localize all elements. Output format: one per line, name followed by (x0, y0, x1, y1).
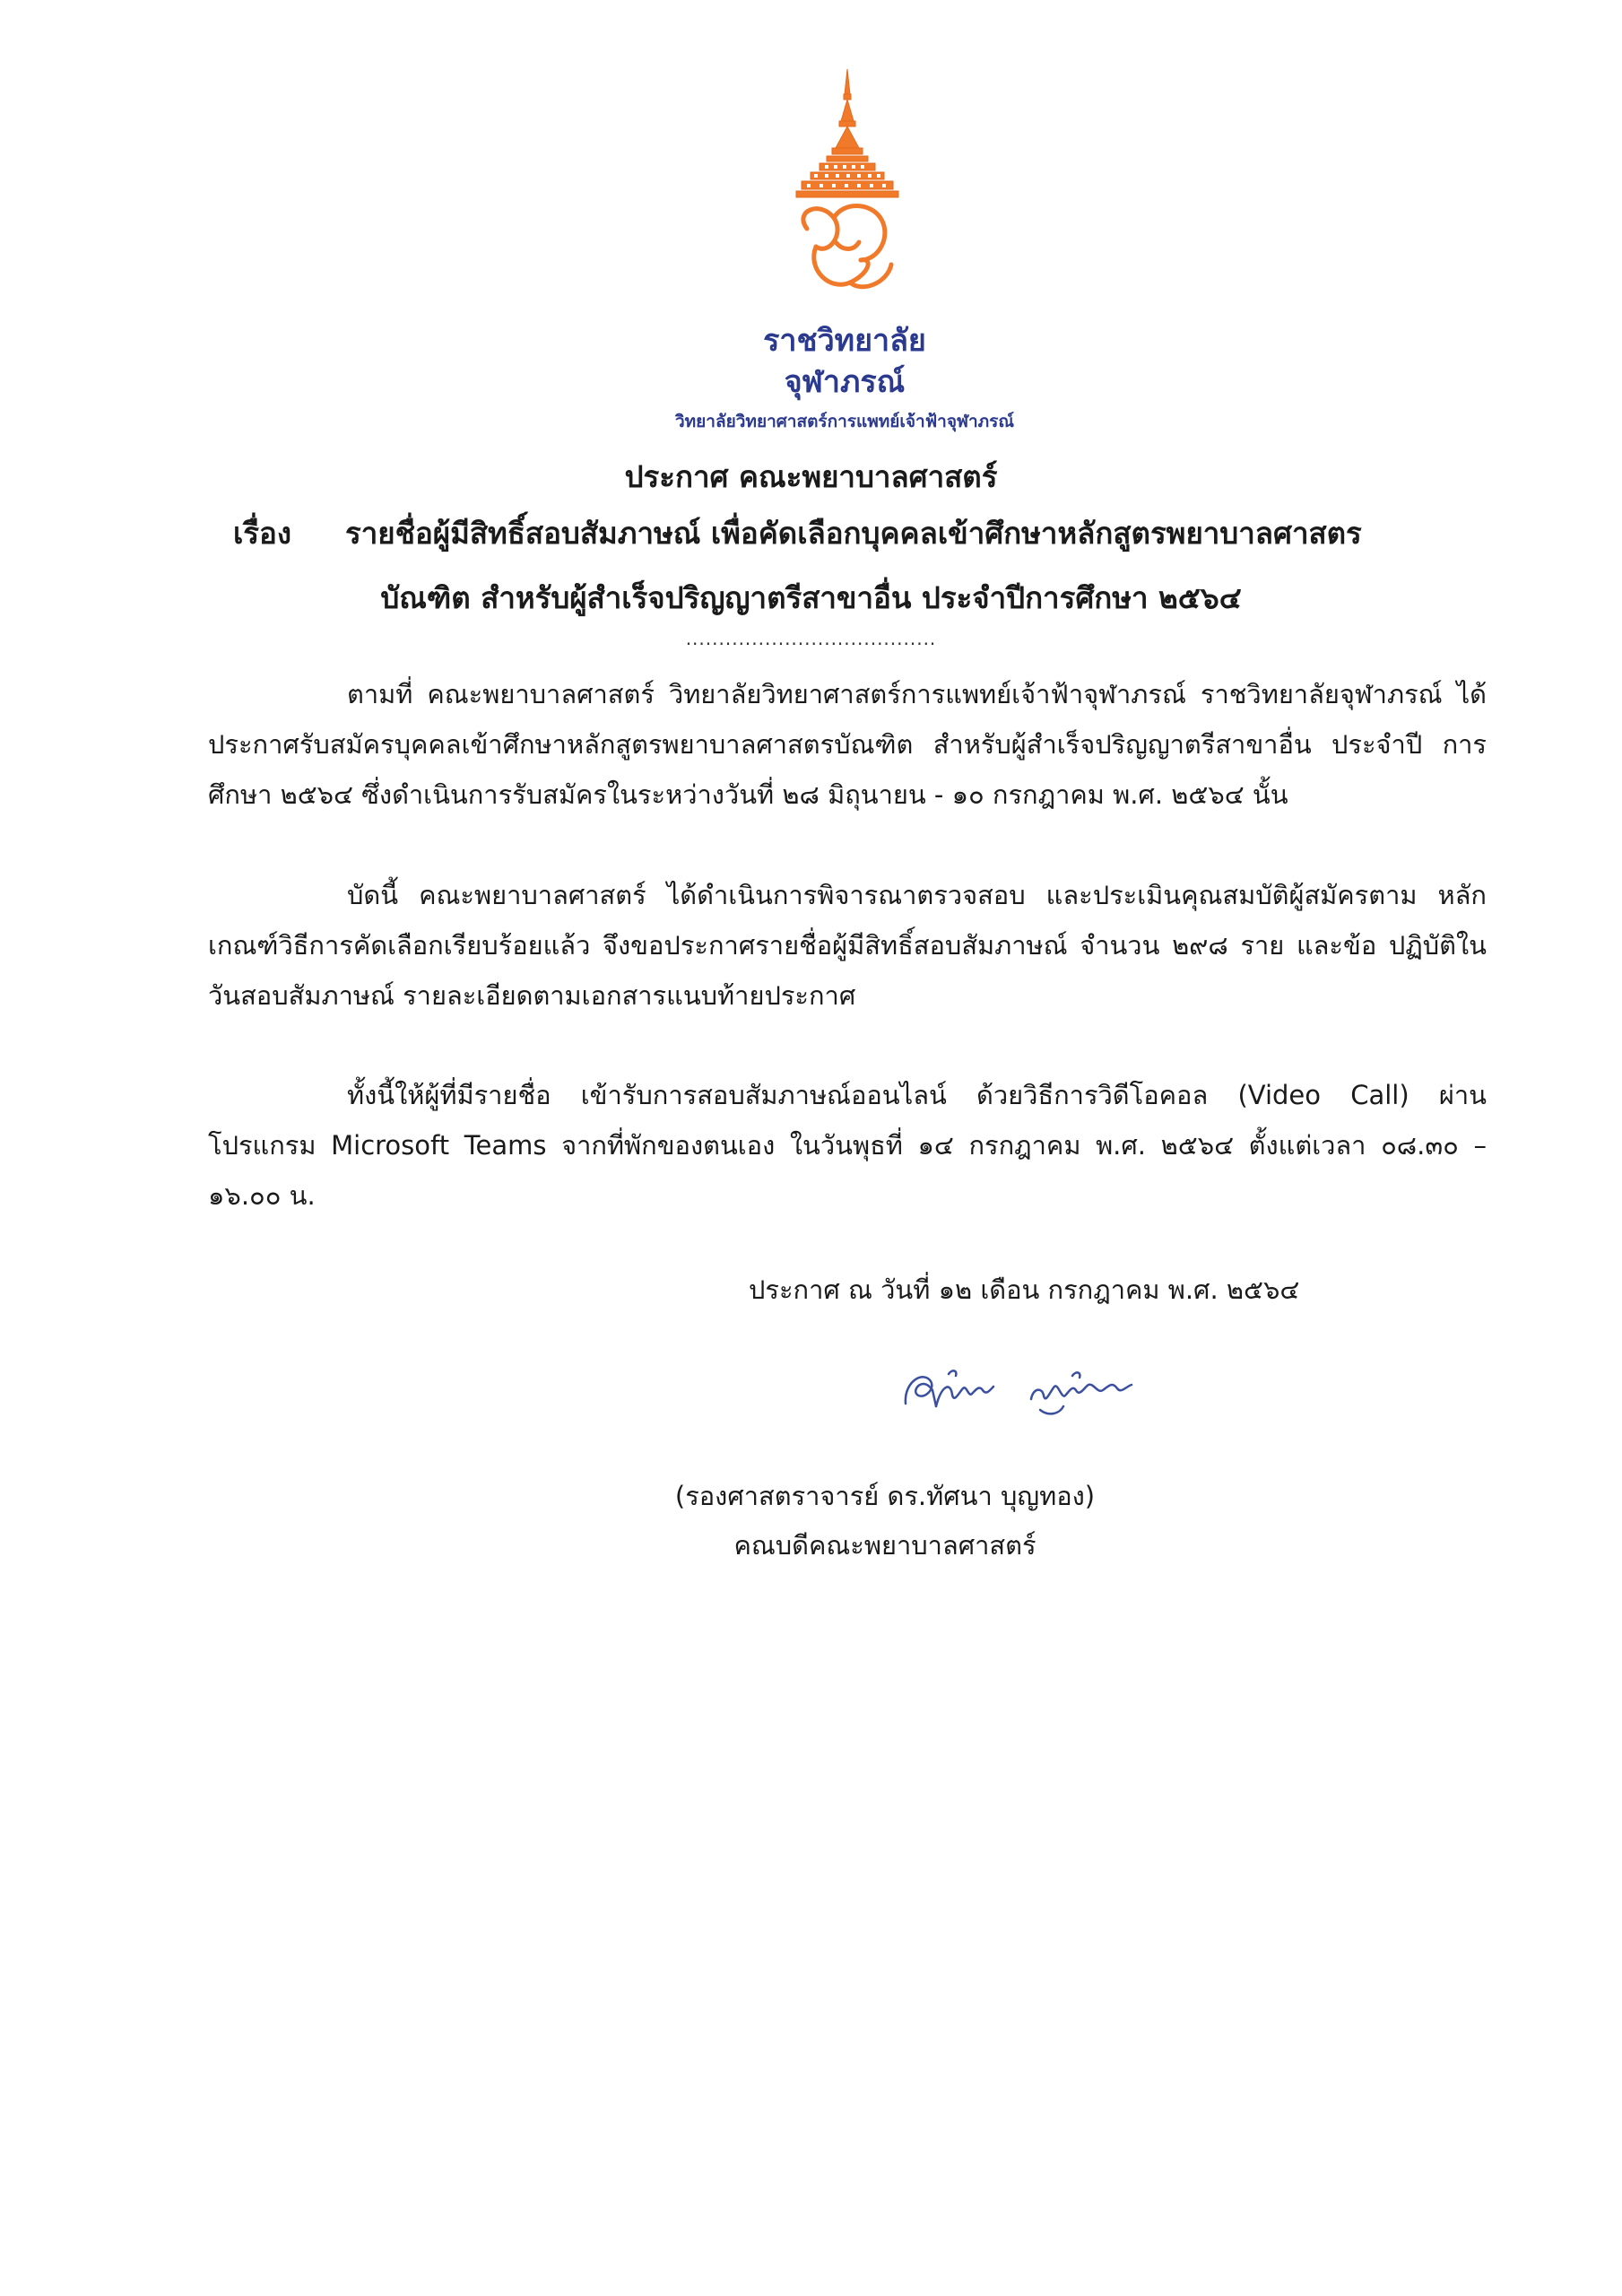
paragraph-1 (208, 669, 1487, 820)
logo-name-line2: จุฬาภรณ์ (784, 364, 906, 400)
logo-name-line1: ราชวิทยาลัย (763, 323, 926, 359)
announcement-heading: ประกาศ คณะพยาบาลศาสตร์ (624, 459, 998, 494)
college-emblem-icon (780, 67, 915, 336)
separator: ...................................... (685, 628, 937, 649)
handwritten-signature-icon (897, 1354, 1148, 1426)
announcement-date: ประกาศ ณ วันที่ ๑๒ เดือน กรกฎาคม พ.ศ. ๒๕๖๔ (749, 1274, 1300, 1305)
subject-line2: บัณฑิต สำหรับผู้สำเร็จปริญญาตรีสาขาอื่น ประจำปีการศึกษา ๒๕๖๔ (380, 580, 1242, 615)
subject-line1: รายชื่อผู้มีสิทธิ์สอบสัมภาษณ์ เพื่อคัดเลือกบุคคลเข้าศึกษาหลักสูตรพยาบาลศาสตร (345, 516, 1362, 551)
paragraph-2-text: บัดนี้ คณะพยาบาลศาสตร์ ได้ดำเนินการพิจารณาตรวจสอบ และประเมินคุณสมบัติผู้สมัครตาม หลักเกณฑ์วิธีการคัดเลือกเรียบร้อยแล้ว จึงขอประกาศรายชื่อผู้มีสิทธิ์สอบสัมภาษณ์ จำนวน ๒๙๘ ราย และข้อ ปฏิบัติในวันสอบสัมภาษณ์ รายละเอียดตามเอกสารแนบท้ายประกาศ (208, 880, 1487, 1011)
subject-label: เรื่อง (233, 516, 291, 551)
signer-title: คณบดีคณะพยาบาลศาสตร์ (733, 1530, 1037, 1561)
logo-subtitle: วิทยาลัยวิทยาศาสตร์การแพทย์เจ้าฟ้าจุฬาภรณ์ (674, 412, 1014, 431)
paragraph-1-text: ตามที่ คณะพยาบาลศาสตร์ วิทยาลัยวิทยาศาสตร์การแพทย์เจ้าฟ้าจุฬาภรณ์ ราชวิทยาลัยจุฬาภรณ์ ได้ประกาศรับสมัครบุคคลเข้าศึกษาหลักสูตรพยาบาลศาสตรบัณฑิต สำหรับผู้สำเร็จปริญญาตรีสาขาอื่น ประจำปี การศึกษา ๒๕๖๔ ซึ่งดำเนินการรับสมัครในระหว่างวันที่ ๒๘ มิถุนายน - ๑๐ กรกฎาคม พ.ศ. ๒๕๖๔ นั้น (208, 679, 1487, 810)
paragraph-3-text: ทั้งนี้ให้ผู้ที่มีรายชื่อ เข้ารับการสอบสัมภาษณ์ออนไลน์ ด้วยวิธีการวิดีโอคอล (Video Call) ผ่านโปรแกรม Microsoft Teams จากที่พักของตนเอง ในวันพุธที่ ๑๔ กรกฎาคม พ.ศ. ๒๕๖๔ ตั้งแต่เวลา ๐๘.๓๐ – ๑๖.๐๐ น. (208, 1080, 1487, 1211)
paragraph-3 (208, 1070, 1487, 1221)
paragraph-2 (208, 870, 1487, 1021)
signer-name: (รองศาสตราจารย์ ดร.ทัศนา บุญทอง) (674, 1481, 1096, 1511)
